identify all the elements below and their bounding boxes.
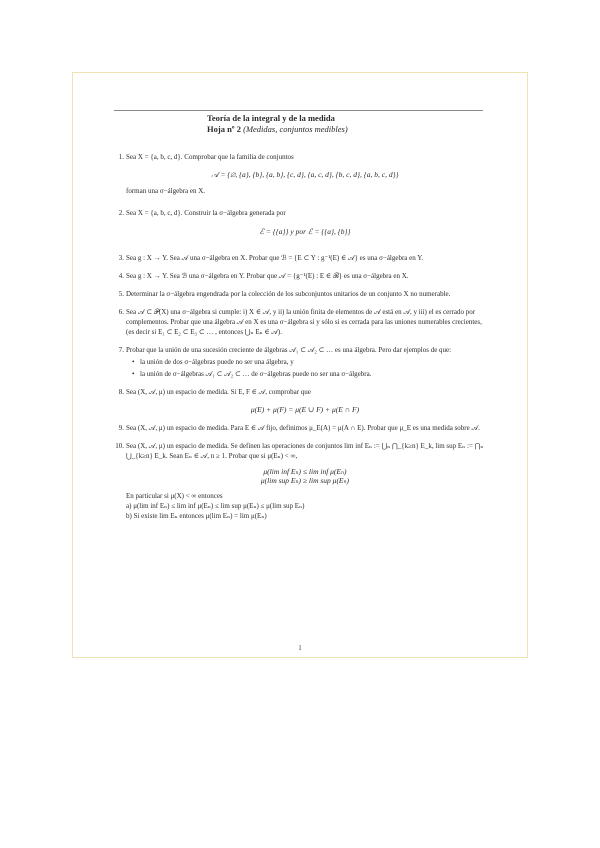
exercise-text: Determinar la σ−álgebra engendrada por la colección de los subconjuntos unitarios de un conjunto X no numerable. xyxy=(126,290,451,298)
list-item: • la unión de dos σ−álgebras puede no ser una álgebra, y xyxy=(132,357,484,367)
exercise-4 xyxy=(112,271,484,281)
formula-line: μ(lim inf Eₙ) ≤ lim inf μ(Eₙ) xyxy=(263,467,347,476)
exercise-7 xyxy=(112,345,484,379)
exercise-text: Sea X = {a, b, c, d}. Construir la σ−álgebra generada por xyxy=(126,209,286,217)
exercise-number: 7. xyxy=(118,346,124,354)
exercise-8 xyxy=(112,387,484,415)
exercise-number: 1. xyxy=(118,153,124,161)
exercise-number: 9. xyxy=(118,424,124,432)
exercise-text: Sea (X, 𝒜, μ) un espacio de medida. Para E ∈ 𝒜 fijo, definimos μ_E(A) = μ(A ∩ E). Probar que μ_E es una medida sobre 𝒜. xyxy=(126,424,480,432)
exercise-formula: μ(E) + μ(F) = μ(E ∪ F) + μ(E ∩ F) xyxy=(250,405,360,414)
document-title: Teoría de la integral y de la medida xyxy=(207,113,335,123)
document-header xyxy=(207,113,467,135)
exercise-text: Sea 𝒜 ⊂ 𝒫(X) una σ−álgebra si cumple: i) X ∈ 𝒜, y ii) la unión finita de elementos de 𝒜 está en 𝒜, y iii) el es cerrado por complementos. Probar que una álgebra 𝒜 en X es una σ−álgebra si y sólo si es cerrada para las uniones numerables crecientes, (es decir si E₁ ⊂ E₂ ⊂ E₃ ⊂ … , entonces ⋃ₙ Eₙ ∈ 𝒜). xyxy=(126,308,482,336)
exercise-number: 8. xyxy=(118,388,124,396)
subtitle-sheet-number: Hoja nº 2 xyxy=(207,124,241,134)
exercise-list xyxy=(112,152,484,521)
exercise-note: En particular si μ(X) < ∞ entonces xyxy=(126,492,223,500)
exercise-10 xyxy=(112,441,484,521)
exercise-formula xyxy=(126,467,484,485)
exercise-number: 10. xyxy=(115,442,124,450)
exercise-text: Sea g : X → Y. Sea 𝒜 una σ−álgebra en X. Probar que ℬ = {E ⊂ Y : g⁻¹(E) ∈ 𝒜} es una σ−álgebra en Y. xyxy=(126,254,424,262)
exercise-text: Sea X = {a, b, c, d}. Comprobar que la familia de conjuntos xyxy=(126,153,294,161)
exercise-6 xyxy=(112,307,484,337)
exercise-3 xyxy=(112,253,484,263)
subtitle-topic: (Medidas, conjuntos medibles) xyxy=(243,124,348,134)
header-rule xyxy=(114,110,483,111)
exercise-formula: ℰ = {{a}} y por ℰ = {{a}, {b}} xyxy=(259,227,351,236)
exercise-number: 4. xyxy=(118,272,124,280)
exercise-text: Sea (X, 𝒜, μ) un espacio de medida. Si E, F ∈ 𝒜, comprobar que xyxy=(126,388,311,396)
exercise-text: Probar que la unión de una sucesión creciente de álgebras 𝒜₁ ⊂ 𝒜₂ ⊂ … es una álgebra. Pero dar ejemplos de que: xyxy=(126,346,452,354)
exercise-9 xyxy=(112,423,484,433)
exercise-1 xyxy=(112,152,484,196)
document-subtitle xyxy=(207,124,467,135)
exercise-5 xyxy=(112,289,484,299)
exercise-bullets xyxy=(126,357,484,379)
exercise-text: Sea g : X → Y. Sea ℬ una σ−álgebra en Y. Probar que 𝒜 = {g⁻¹(E) : E ∈ ℬ} es una σ−álgebra en X. xyxy=(126,272,409,280)
exercise-text: Sea (X, 𝒜, μ) un espacio de medida. Se definen las operaciones de conjuntos lim inf Eₙ := ⋃ₙ ⋂_{k≥n} E_k, lim sup Eₙ := ⋂ₙ ⋃_{k≥n} E_k. Sean Eₙ ∈ 𝒜, n ≥ 1. Probar que si μ(Eₙ) < ∞, xyxy=(126,442,484,460)
exercise-text-after: forman una σ−álgebra en X. xyxy=(126,187,206,195)
page-number: 1 xyxy=(298,644,302,652)
exercise-number: 2. xyxy=(118,209,124,217)
exercise-number: 3. xyxy=(118,254,124,262)
formula-line: μ(lim sup Eₙ) ≥ lim sup μ(Eₙ) xyxy=(260,476,350,485)
list-item: • la unión de σ−álgebras 𝒜₁ ⊂ 𝒜₂ ⊂ … de σ−álgebras puede no ser una σ−álgebra. xyxy=(132,369,484,379)
exercise-number: 5. xyxy=(118,290,124,298)
exercise-subitem-b: b) Si existe lim Eₙ entonces μ(lim Eₙ) = lim μ(Eₙ) xyxy=(126,512,267,520)
exercise-2 xyxy=(112,208,484,237)
exercise-subitem-a: a) μ(lim inf Eₙ) ≤ lim inf μ(Eₙ) ≤ lim sup μ(Eₙ) ≤ μ(lim sup Eₙ) xyxy=(126,502,305,510)
exercise-formula: 𝒜 = {∅, {a}, {b}, {a, b}, {c, d}, {a, c, d}, {b, c, d}, {a, b, c, d}} xyxy=(211,170,399,179)
exercise-number: 6. xyxy=(118,308,124,316)
